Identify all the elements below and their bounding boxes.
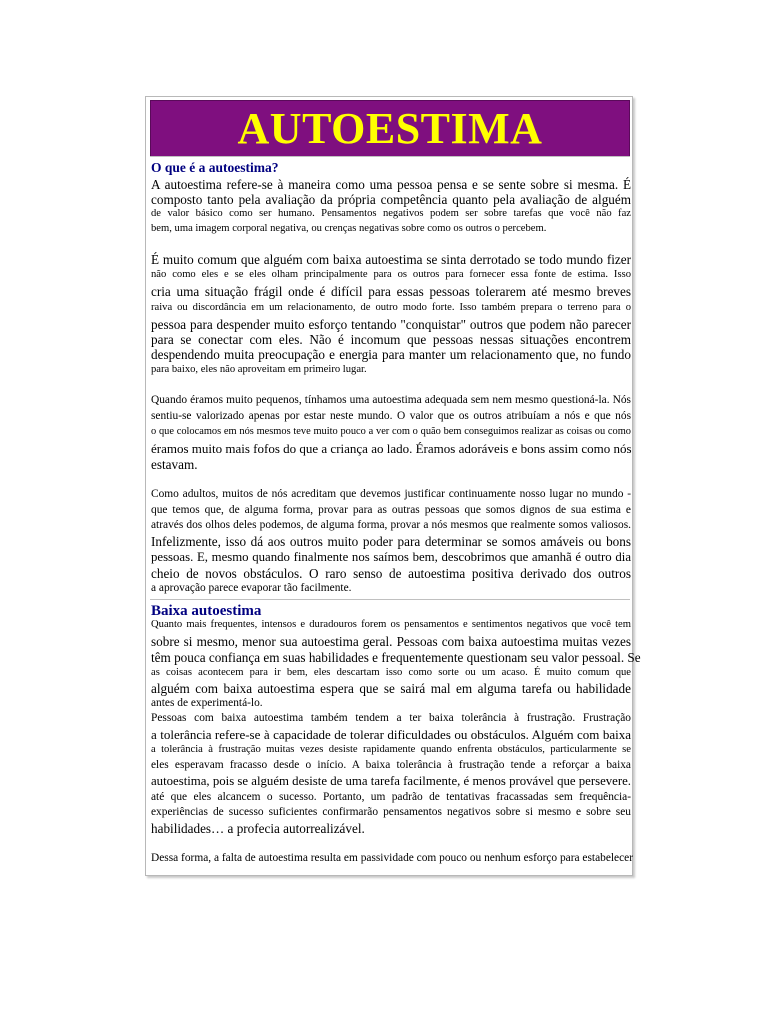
text-line: a tolerância à frustração muitas vezes desiste rapidamente quando enfrenta obstáculos, particularmente se	[151, 744, 631, 755]
text-line: sentiu-se valorizado apenas por estar neste mundo. O valor que os outros atribuíam a nós e que nós	[151, 410, 631, 422]
text-line: para se conectar com eles. Não é incomum que pessoas nessas situações encontrem	[151, 332, 631, 347]
text-line: para baixo, eles não aproveitam em primeiro lugar.	[151, 364, 367, 375]
text-line: habilidades… a profecia autorrealizável.	[151, 821, 365, 836]
text-line: alguém com baixa autoestima espera que se sairá mal em alguma tarefa ou habilidade	[151, 681, 631, 696]
text-line: pessoas. E, mesmo quando finalmente nos saímos bem, descobrimos que amanhã é outro dia	[151, 550, 631, 564]
divider	[150, 599, 630, 600]
section-heading-low-self-esteem: Baixa autoestima	[151, 603, 262, 619]
text-line: composto tanto pela avaliação da própria competência quanto pela avaliação de alguém	[151, 192, 631, 207]
text-line: Quanto mais frequentes, intensos e duradouros forem os pensamentos e sentimentos negativos que você tem	[151, 619, 631, 630]
text-line: éramos muito mais fofos do que a criança ao lado. Éramos adoráveis e bons assim como nós	[151, 441, 632, 456]
text-line: de valor básico como ser humano. Pensamentos negativos podem ser sobre tarefas que você não faz	[151, 208, 631, 219]
text-line: Como adultos, muitos de nós acreditam que devemos justificar continuamente nosso lugar no mundo -	[151, 488, 631, 500]
divider	[150, 156, 630, 157]
text-line: Pessoas com baixa autoestima também tendem a ter baixa tolerância à frustração. Frustração	[151, 712, 631, 724]
text-line: despendendo muita preocupação e energia para manter um relacionamento que, no fundo	[151, 347, 631, 362]
text-line: pessoa para despender muito esforço tentando "conquistar" outros que podem não parecer	[151, 317, 631, 332]
text-line: têm pouca confiança em suas habilidades e frequentemente questionam seu valor pessoal. Se	[151, 650, 641, 665]
title-banner	[150, 100, 630, 157]
text-line: bem, uma imagem corporal negativa, ou crenças negativas sobre como os outros o percebem.	[151, 223, 547, 234]
text-line: não como eles e se eles olham principalmente para os outros para fornecer essa fonte de estima. Isso	[151, 269, 631, 280]
text-line: Infelizmente, isso dá aos outros muito poder para determinar se somos amáveis ou bons	[151, 534, 631, 549]
text-line: o que colocamos em nós mesmos teve muito pouco a ver com o quão bem conseguimos realizar as coisas ou como	[151, 426, 631, 437]
text-line: antes de experimentá-lo.	[151, 697, 263, 709]
page-title: AUTOESTIMA	[237, 104, 543, 153]
text-line: Quando éramos muito pequenos, tínhamos uma autoestima adequada sem nem mesmo questioná-la. Nós	[151, 394, 631, 406]
text-line: experiências de sucesso suficientes confirmarão pensamentos negativos sobre si mesmo e sobre seu	[151, 806, 631, 818]
text-line: Dessa forma, a falta de autoestima resulta em passividade com pouco ou nenhum esforço para estabelecer	[151, 852, 634, 864]
text-line: através dos olhos deles podemos, de alguma forma, provar a nós mesmos que realmente somos valiosos.	[151, 519, 631, 531]
text-line: as coisas acontecem para ir bem, eles descartam isso como sorte ou um acaso. É muito comum que	[151, 667, 631, 678]
text-line: sobre si mesmo, menor sua autoestima geral. Pessoas com baixa autoestima muitas vezes	[151, 634, 631, 649]
text-line: a tolerância refere-se à capacidade de tolerar dificuldades ou obstáculos. Alguém com baixa	[151, 727, 631, 742]
section-heading-what-is: O que é a autoestima?	[151, 160, 279, 175]
text-line: eles esperavam fracasso desde o início. A baixa tolerância à frustração tende a reforçar a baixa	[151, 759, 631, 771]
text-line: a aprovação parece evaporar tão facilmente.	[151, 582, 352, 594]
document-page	[145, 96, 641, 876]
text-line: que temos que, de alguma forma, provar para as outras pessoas que somos dignos de sua estima e	[151, 504, 631, 516]
text-line: cria uma situação frágil onde é difícil para essas pessoas tolerarem até mesmo breves	[151, 284, 631, 299]
text-line: autoestima, pois se alguém desiste de uma tarefa facilmente, é menos provável que persevere.	[151, 774, 631, 788]
text-line: É muito comum que alguém com baixa autoestima se sinta derrotado se todo mundo fizer	[151, 252, 631, 267]
text-line: cheio de novos obstáculos. O raro senso de autoestima positiva derivado dos outros	[151, 566, 631, 581]
text-line: até que eles alcancem o sucesso. Portanto, um padrão de tentativas fracassadas sem frequência-	[151, 791, 631, 803]
text-line: estavam.	[151, 457, 198, 472]
text-line: A autoestima refere-se à maneira como uma pessoa pensa e se sente sobre si mesma. É	[151, 177, 631, 192]
text-line: raiva ou discordância em um relacionamento, de outro modo forte. Isso também prepara o terreno para o	[151, 302, 631, 313]
